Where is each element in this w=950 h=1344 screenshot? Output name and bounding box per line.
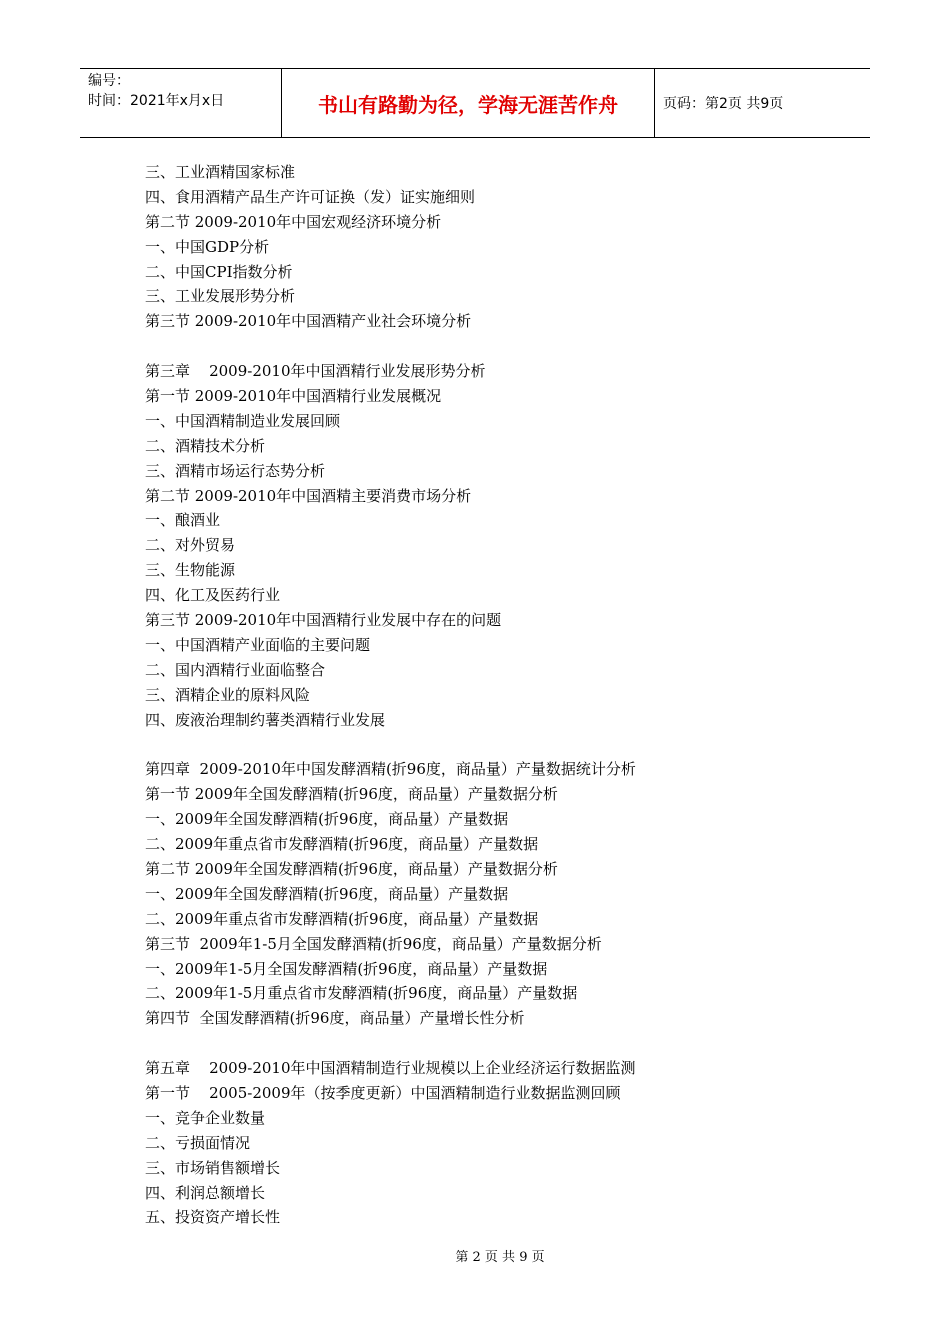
toc-line: 一、2009年全国发酵酒精(折96度，商品量）产量数据	[145, 884, 509, 903]
toc-line: 一、竞争企业数量	[145, 1108, 266, 1127]
toc-line: 三、工业发展形势分析	[145, 287, 296, 306]
toc-line: 一、2009年1-5月全国发酵酒精(折96度，商品量）产量数据	[145, 959, 548, 978]
toc-line: 三、工业酒精国家标准	[145, 163, 296, 181]
toc-line: 第四节 全国发酵酒精(折96度，商品量）产量增长性分析	[145, 1009, 525, 1028]
toc-line: 第五章 2009-2010年中国酒精制造行业规模以上企业经济运行数据监测	[145, 1059, 636, 1078]
toc-line: 一、中国GDP分析	[145, 237, 270, 256]
header-page-code-cell	[655, 69, 870, 137]
blank-line	[145, 334, 845, 359]
toc-line: 二、2009年重点省市发酵酒精(折96度，商品量）产量数据	[145, 909, 539, 928]
toc-line: 一、酿酒业	[145, 511, 221, 530]
header-motto-cell	[282, 69, 655, 137]
header-page-code: 页码：第2页 共9页	[663, 96, 784, 112]
toc-line: 二、2009年重点省市发酵酒精(折96度，商品量）产量数据	[145, 835, 539, 854]
toc-line: 五、投资资产增长性	[145, 1208, 281, 1227]
toc-line: 第三章 2009-2010年中国酒精行业发展形势分析	[145, 362, 486, 381]
toc-line: 第一节 2009年全国发酵酒精(折96度，商品量）产量数据分析	[145, 785, 558, 804]
toc-line: 四、利润总额增长	[145, 1183, 266, 1202]
toc-line: 第三节 2009-2010年中国酒精产业社会环境分析	[145, 312, 472, 331]
blank-line	[145, 1031, 845, 1056]
toc-line: 第二节 2009-2010年中国酒精主要消费市场分析	[145, 486, 472, 505]
document-number-label: 编号：	[88, 73, 130, 89]
toc-line: 三、生物能源	[145, 561, 236, 580]
toc-line: 一、中国酒精制造业发展回顾	[145, 411, 341, 430]
header-motto: 书山有路勤为径，学海无涯苦作舟	[318, 92, 618, 117]
toc-line: 第一节 2005-2009年（按季度更新）中国酒精制造行业数据监测回顾	[145, 1083, 621, 1102]
page-footer: 第 2 页 共 9 页	[455, 1250, 545, 1265]
document-time-label: 时间：2021年x月x日	[88, 93, 225, 109]
toc-line: 二、对外贸易	[145, 536, 236, 555]
toc-line: 四、食用酒精产品生产许可证换（发）证实施细则	[145, 187, 476, 206]
toc-line: 第三节 2009-2010年中国酒精行业发展中存在的问题	[145, 611, 502, 630]
header-left-cell	[80, 69, 282, 137]
blank-line	[145, 732, 845, 757]
toc-line: 第二节 2009年全国发酵酒精(折96度，商品量）产量数据分析	[145, 859, 558, 878]
table-of-contents	[145, 160, 845, 1230]
toc-line: 三、酒精市场运行态势分析	[145, 461, 326, 480]
toc-line: 二、国内酒精行业面临整合	[145, 660, 326, 679]
toc-line: 三、酒精企业的原料风险	[145, 685, 311, 704]
toc-line: 第四章 2009-2010年中国发酵酒精(折96度，商品量）产量数据统计分析	[145, 760, 636, 779]
toc-line: 二、亏损面情况	[145, 1133, 251, 1152]
toc-line: 四、化工及医药行业	[145, 586, 281, 605]
toc-line: 二、中国CPI指数分析	[145, 262, 293, 281]
toc-line: 一、中国酒精产业面临的主要问题	[145, 635, 371, 654]
toc-line: 第一节 2009-2010年中国酒精行业发展概况	[145, 387, 442, 406]
toc-line: 四、废液治理制约薯类酒精行业发展	[145, 710, 386, 729]
toc-line: 二、酒精技术分析	[145, 436, 266, 455]
toc-line: 三、市场销售额增长	[145, 1158, 281, 1177]
toc-line: 第三节 2009年1-5月全国发酵酒精(折96度，商品量）产量数据分析	[145, 934, 602, 953]
page-header	[80, 68, 870, 138]
toc-line: 一、2009年全国发酵酒精(折96度，商品量）产量数据	[145, 810, 509, 829]
toc-line: 二、2009年1-5月重点省市发酵酒精(折96度，商品量）产量数据	[145, 984, 578, 1003]
toc-line: 第二节 2009-2010年中国宏观经济环境分析	[145, 212, 442, 231]
